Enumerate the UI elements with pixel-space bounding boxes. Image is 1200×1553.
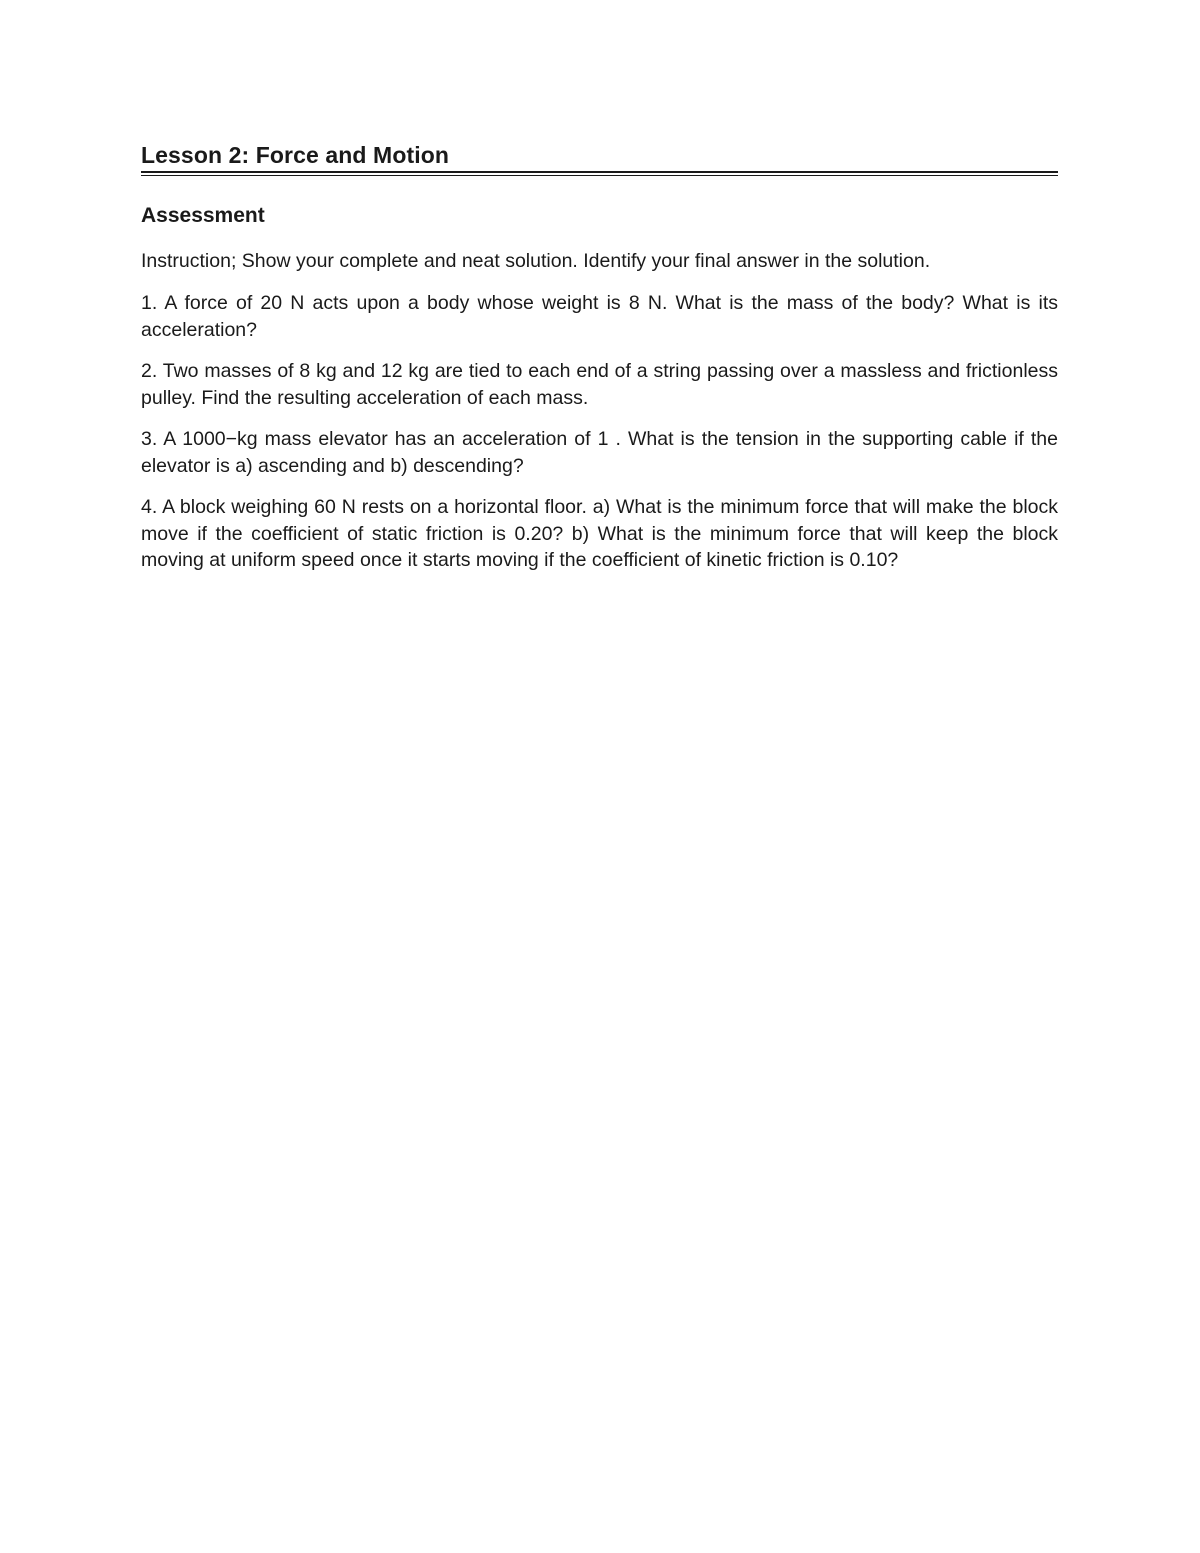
title-double-rule bbox=[141, 171, 1058, 176]
question-item: 2. Two masses of 8 kg and 12 kg are tied to each end of a string passing over a massless and frictionless pulley. Find the resulting acceleration of each mass. bbox=[141, 360, 1058, 409]
instruction-text: Instruction; Show your complete and neat solution. Identify your final answer in the solution. bbox=[141, 250, 931, 272]
document-page bbox=[141, 140, 1058, 574]
question-item: 3. A 1000−kg mass elevator has an acceleration of 1 . What is the tension in the supporting cable if the elevator is a) ascending and b) descending? bbox=[141, 428, 1058, 477]
question-item: 4. A block weighing 60 N rests on a horizontal floor. a) What is the minimum force that will make the block move if the coefficient of static friction is 0.20? b) What is the minimum force that will keep the block moving at uniform speed once it starts moving if the coefficient of kinetic friction is 0.10? bbox=[141, 496, 1058, 571]
section-heading: Assessment bbox=[141, 204, 265, 227]
lesson-title: Lesson 2: Force and Motion bbox=[141, 142, 450, 168]
question-item: 1. A force of 20 N acts upon a body whose weight is 8 N. What is the mass of the body? What is its acceleration? bbox=[141, 292, 1058, 341]
